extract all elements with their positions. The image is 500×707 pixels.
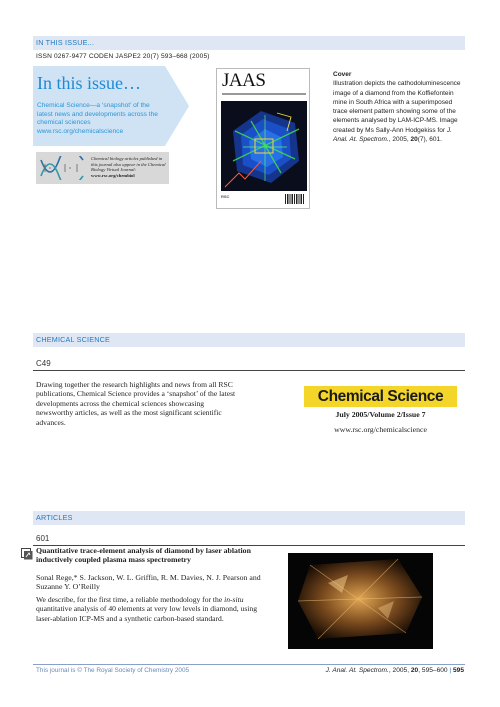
footer-rule [33, 664, 465, 665]
footer-page-number: 595 [452, 667, 464, 674]
chem-bio-text [91, 156, 167, 178]
highlight-icon [21, 548, 33, 560]
cover-description-text: Illustration depicts the cathodoluminescence image of a diamond from the Koffiefontein mine in South Africa with a superimposed trace element pattern showing some of the elements analysed by LAM-ICP-MS. [333, 80, 461, 125]
cover-label: Cover [333, 71, 352, 78]
footer-citation [326, 667, 464, 674]
in-this-issue-promo[interactable] [33, 66, 189, 146]
footer-journal: J. Anal. At. Spectrom. [325, 667, 389, 674]
article-diamond-image [288, 553, 433, 649]
chemical-science-issue: July 2005/Volume 2/Issue 7 [335, 410, 426, 419]
cover-credit-journal: J. Anal. At. Spectrom. [333, 126, 452, 144]
cover-credit-year: , 2005, [388, 136, 411, 144]
cover-credit-volume: 20 [410, 136, 418, 144]
footer-pages: , 595–600 [418, 667, 448, 674]
article-abstract [36, 595, 271, 623]
cover-barcode [285, 194, 305, 204]
footer-separator: | [449, 667, 452, 674]
promo-text: Chemical Science—a ‘snapshot’ of the latest news and developments across the chemical sciences [37, 102, 158, 127]
chem-bio-url[interactable]: www.rsc.org/chembiol [91, 172, 135, 178]
article-page[interactable]: 601 [36, 534, 50, 543]
section-title: CHEMICAL SCIENCE [36, 335, 111, 344]
promo-title: In this issue… [37, 73, 142, 93]
cover-journal-title: JAAS [222, 70, 266, 91]
section-bar-chemical-science [33, 333, 465, 347]
section-title: IN THIS ISSUE... [36, 38, 95, 47]
abstract-part: quantitative analysis of 40 elements at very low levels in diamond, using laser-ablation ICP-MS and a synthetic carbon-based standard. [36, 604, 258, 623]
chemical-science-logo: Chemical Science [304, 386, 457, 407]
footer-volume: 20 [410, 667, 419, 674]
cover-credit-suffix: (7), 601. [417, 136, 442, 144]
cover-publisher-mark: RSC [221, 194, 230, 199]
abstract-italic: in-situ [224, 595, 244, 604]
cover-credit-prefix: Image created by Ms Sally-Ann Hodgekiss for [333, 117, 458, 134]
diamond-photo [288, 553, 433, 649]
cover-image [221, 101, 307, 191]
promo-url[interactable]: www.rsc.org/chemicalscience [37, 128, 124, 135]
chem-bio-description: Chemical biology articles published in this journal also appear in the Chemical Biology Virtual Journal: [91, 156, 166, 173]
abstract-part: We describe, for the first time, a reliable methodology for the [36, 595, 225, 604]
chem-bio-box[interactable] [36, 152, 169, 184]
cover-description [333, 70, 468, 144]
article-authors: Sonal Rege,* S. Jackson, W. L. Griffin, R. M. Davies, N. J. Pearson and Suzanne Y. O’Reilly [36, 573, 261, 592]
section-bar-in-this-issue [33, 36, 465, 50]
dna-helix-icon [39, 156, 85, 180]
article-title[interactable]: Quantitative trace-element analysis of diamond by laser ablation inductively coupled plasma mass spectrometry [36, 546, 251, 565]
section-bar-articles [33, 511, 465, 525]
diamond-cl-image [221, 101, 307, 191]
issn-line: ISSN 0267-9477 CODEN JASPE2 20(7) 593–668 (2005) [36, 53, 210, 60]
journal-cover [216, 68, 310, 209]
chemical-science-url[interactable]: www.rsc.org/chemicalscience [334, 425, 427, 434]
footer-year: , 2005, [388, 667, 411, 674]
chemical-science-page[interactable]: C49 [36, 359, 51, 368]
divider [33, 370, 465, 371]
footer-copyright: This journal is © The Royal Society of Chemistry 2005 [36, 667, 190, 674]
section-title: ARTICLES [36, 513, 73, 522]
cover-subtitle-line [222, 93, 306, 95]
chemical-science-text: Drawing together the research highlights and news from all RSC publications, Chemical Science provides a ‘snapshot’ of the latest developments across the chemical sciences showcasing newsworthy articles, as well as the most significant scientific advances. [36, 380, 236, 427]
